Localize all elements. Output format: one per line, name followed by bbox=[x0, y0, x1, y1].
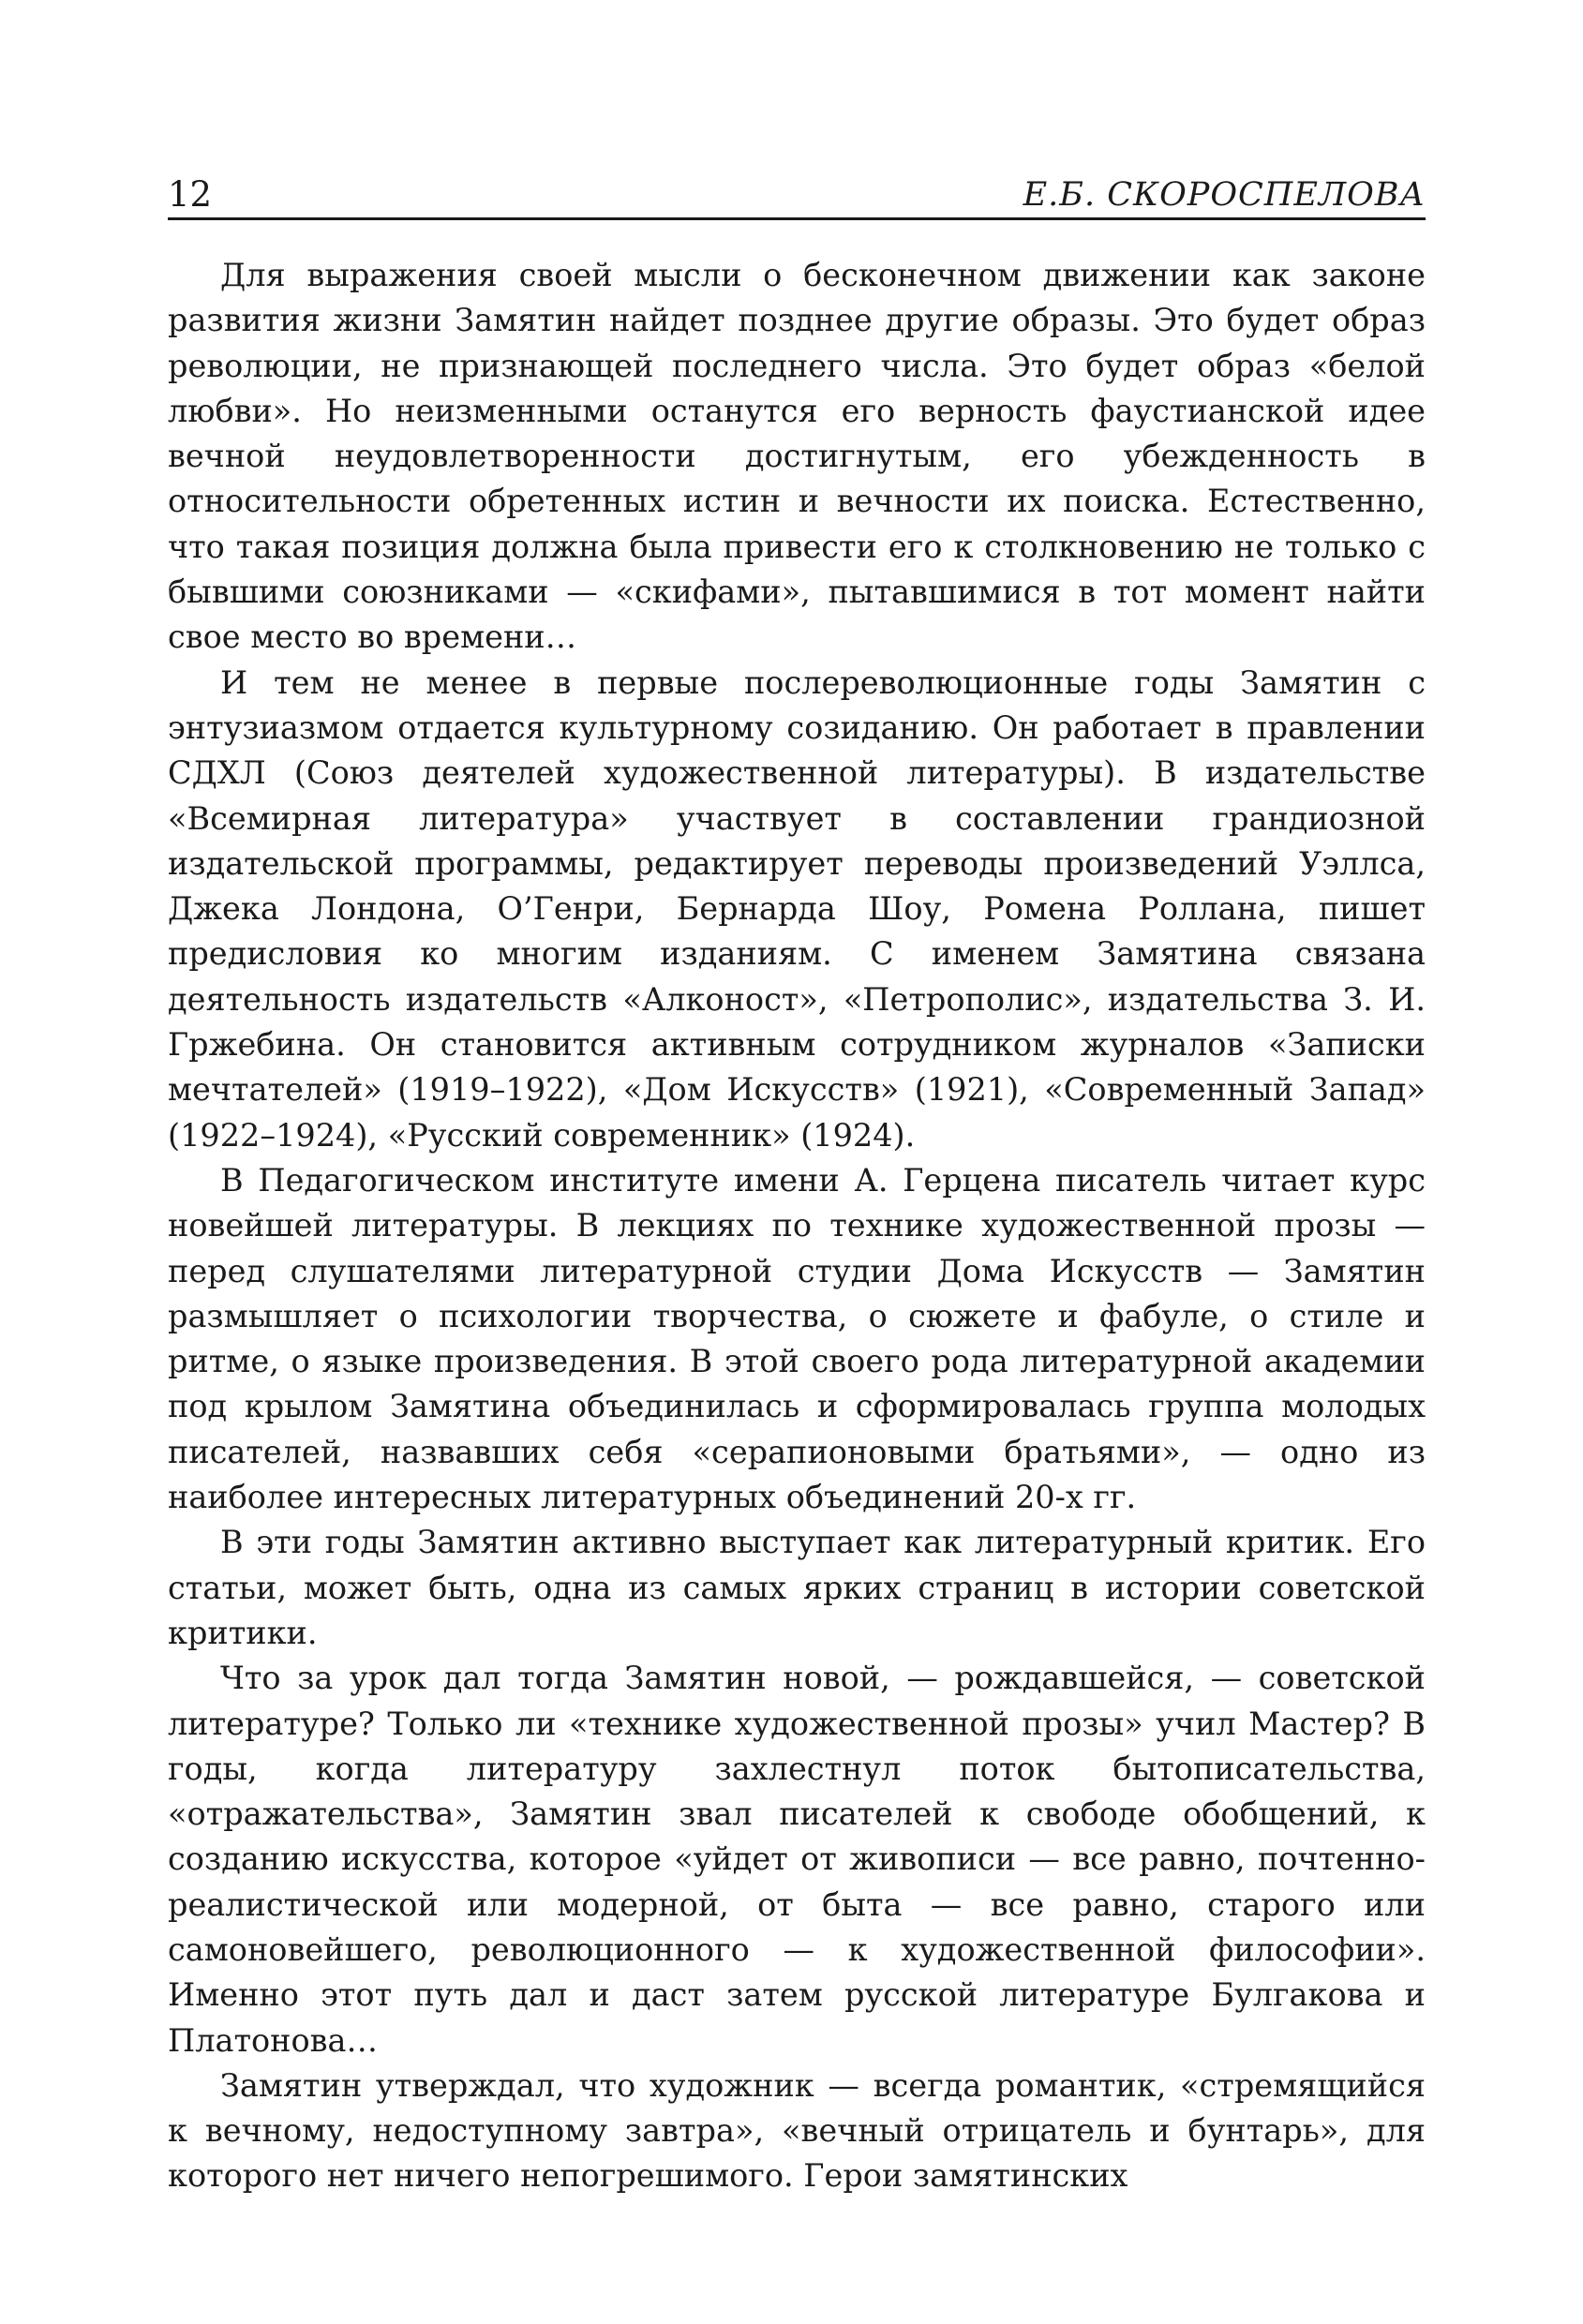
page-header bbox=[168, 165, 1426, 220]
paragraph: И тем не менее в первые послереволюционные годы Замятин с энтузиазмом отдается культурному созиданию. Он работает в правлении СДХЛ (Союз деятелей художественной литературы). В издательстве «Всемирная литература» участвует в составлении грандиозной издательской программы, редактирует переводы произведений Уэллса, Джека Лондона, О’Генри, Бернарда Шоу, Ромена Роллана, пишет предисловия ко многим изданиям. С именем Замятина связана деятельность издательств «Алконост», «Петрополис», издательства З. И. Гржебина. Он становится активным сотрудником журналов «Записки мечтателей» (1919–1922), «Дом Искусств» (1921), «Современный Запад» (1922–1924), «Русский современник» (1924). bbox=[168, 663, 1426, 1154]
page-number: 12 bbox=[168, 174, 213, 215]
paragraph: В эти годы Замятин активно выступает как литературный критик. Его статьи, может быть, одна из самых ярких страниц в истории советской критики. bbox=[168, 1524, 1426, 1651]
paragraph: Что за урок дал тогда Замятин новой, — рождавшейся, — советской литературе? Только ли «технике художественной прозы» учил Мастер? В годы, когда литературу захлестнул поток бытописательства, «отражательства», Замятин звал писателей к свободе обобщений, к созданию искусства, которое «уйдет от живописи — все равно, почтенно-реалистической или модерной, от быта — все равно, старого или самоновейшего, революционного — к художественной философии». Именно этот путь дал и даст затем русской литературе Булгакова и Платонова… bbox=[168, 1660, 1426, 2059]
running-head-author: Е.Б. СКОРОСПЕЛОВА bbox=[1023, 176, 1426, 214]
paragraph: Для выражения своей мысли о бесконечном движении как законе развития жизни Замятин найдет позднее другие образы. Это будет образ революции, не признающей последнего числа. Это будет образ «белой любви». Но неизменными останутся его верность фаустианской идее вечной неудовлетворенности достигнутым, его убежденность в относительности обретенных истин и вечности их поиска. Естественно, что такая позиция должна была привести его к столкновению не только с бывшими союзниками — «скифами», пытавшимися в тот момент найти свое место во времени… bbox=[168, 257, 1426, 656]
text-body bbox=[168, 253, 1426, 2199]
paragraph: Замятин утверждал, что художник — всегда романтик, «стремящийся к вечному, недоступному завтра», «вечный отрицатель и бунтарь», для которого нет ничего непогрешимого. Герои замятинских bbox=[168, 2066, 1426, 2195]
paragraph: В Педагогическом институте имени А. Герцена писатель читает курс новейшей литературы. В лекциях по технике художественной прозы — перед слушателями литературной студии Дома Искусств — Замятин размышляет о психологии творчества, о сюжете и фабуле, о стиле и ритме, о языке произведения. В этой своего рода литературной академии под крылом Замятина объединилась и сформировалась группа молодых писателей, назвавших себя «серапионовыми братьями», — одно из наиболее интересных литературных объединений 20-х гг. bbox=[168, 1161, 1426, 1516]
